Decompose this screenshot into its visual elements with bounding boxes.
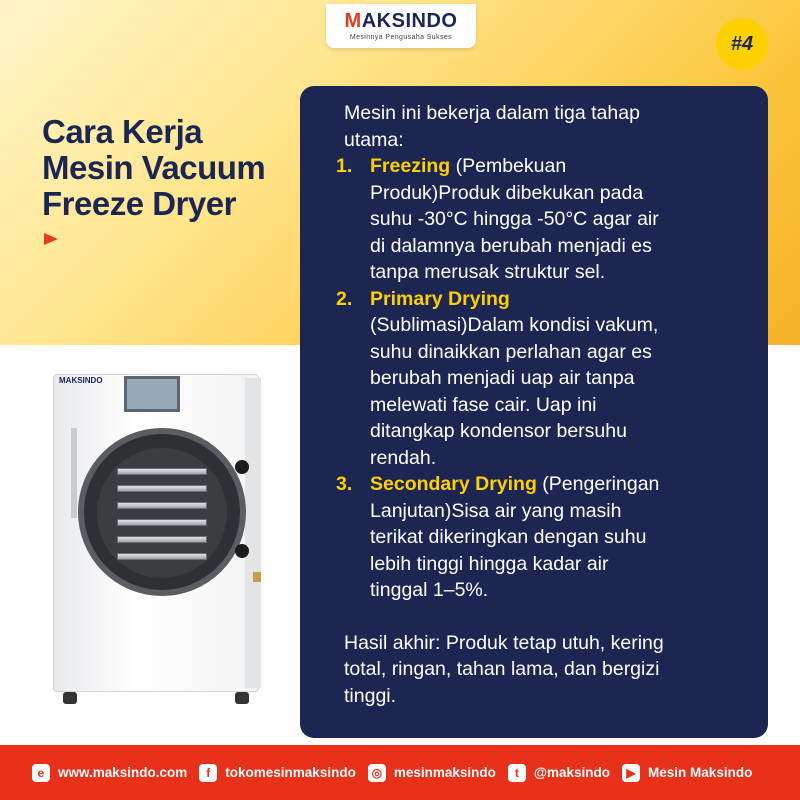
youtube-icon: ▶ — [622, 764, 640, 782]
step-heading-line — [370, 286, 750, 313]
maksindo-logo — [326, 4, 476, 48]
post-number-badge: #4 — [716, 18, 768, 70]
step-text-line: berubah menjadi uap air tanpa — [370, 367, 635, 389]
machine-tray — [117, 485, 207, 492]
footer-twitter-link[interactable] — [508, 764, 610, 782]
step-text-line: melewati fase cair. Uap ini — [370, 393, 597, 416]
machine-tray — [117, 502, 207, 509]
title-line: Mesin Vacuum — [42, 149, 266, 186]
machine-tray — [117, 553, 207, 560]
step-text-line: lebih tinggi hingga kadar air — [370, 552, 609, 575]
machine-tray — [117, 536, 207, 543]
title-line: Cara Kerja — [42, 113, 203, 150]
step-heading-rest: (Pengeringan — [536, 473, 660, 495]
step-number: 3. — [336, 473, 353, 495]
step-text-line: suhu dinaikkan perlahan agar es — [370, 340, 652, 363]
step-text-line: tinggal 1–5%. — [370, 579, 489, 601]
machine-control-screen — [124, 376, 180, 412]
step-text-line: di dalamnya berubah menjadi es — [370, 234, 652, 257]
intro-line: Mesin ini bekerja dalam tiga tahap — [344, 102, 640, 124]
step-highlight: Primary Drying — [370, 287, 510, 310]
footer-website-text: www.maksindo.com — [58, 765, 188, 780]
step-number: 2. — [336, 287, 353, 310]
footer-instagram-text: mesinmaksindo — [393, 765, 496, 780]
step-primary-drying — [336, 286, 750, 472]
step-text-line: suhu -30°C hingga -50°C agar air — [370, 208, 659, 230]
machine-door-hinge — [71, 428, 77, 518]
result-line: total, ringan, tahan lama, dan bergizi — [344, 658, 660, 680]
web-icon: e — [32, 764, 50, 782]
step-text-line: (Sublimasi)Dalam kondisi vakum, — [370, 314, 659, 336]
instagram-icon: ◎ — [368, 764, 386, 782]
step-secondary-drying — [336, 471, 750, 604]
footer-facebook-link[interactable] — [199, 764, 356, 782]
logo-wordmark: MAKSINDO — [344, 10, 458, 32]
play-arrow-icon — [44, 233, 58, 245]
machine-brand-label: MAKSINDO — [59, 376, 103, 385]
step-text-line: tanpa merusak struktur sel. — [370, 261, 606, 283]
step-text-line: rendah. — [370, 446, 437, 469]
title-line: Freeze Dryer — [42, 185, 236, 222]
footer-facebook-text: tokomesinmaksindo — [225, 765, 356, 780]
machine-tray — [117, 468, 207, 475]
result-line: tinggi. — [344, 684, 397, 707]
step-number: 1. — [336, 155, 353, 177]
paragraph-gap — [344, 604, 750, 630]
machine-tray — [117, 519, 207, 526]
step-text-line: terikat dikeringkan dengan suhu — [370, 526, 647, 548]
result-line: Hasil akhir: Produk tetap utuh, kering — [344, 631, 664, 654]
step-heading-line — [370, 153, 750, 180]
footer-instagram-link[interactable] — [368, 764, 496, 782]
step-text-line: ditangkap kondensor bersuhu — [370, 420, 627, 442]
step-heading-line — [370, 471, 750, 498]
page-title — [42, 114, 302, 222]
machine-side-panel — [245, 378, 261, 688]
machine-door-window — [97, 448, 227, 578]
step-heading-rest: (Pembekuan — [450, 155, 567, 177]
step-text-line: Lanjutan)Sisa air yang masih — [370, 499, 622, 522]
step-highlight: Secondary Drying — [370, 473, 537, 495]
facebook-icon: f — [199, 764, 217, 782]
step-freezing — [336, 153, 750, 286]
footer-youtube-link[interactable] — [622, 764, 752, 782]
twitter-icon: t — [508, 764, 526, 782]
footer-twitter-text: @maksindo — [533, 765, 611, 780]
footer-youtube-text: Mesin Maksindo — [648, 765, 753, 780]
footer-website-link[interactable] — [32, 764, 187, 782]
description-panel — [300, 86, 768, 738]
machine-door-knob — [235, 544, 249, 558]
step-text-line: Produk)Produk dibekukan pada — [370, 181, 644, 204]
machine-caster — [235, 692, 249, 704]
machine-valve — [253, 572, 261, 582]
social-footer — [0, 745, 800, 800]
freeze-dryer-machine-image — [45, 368, 280, 713]
machine-door-knob — [235, 460, 249, 474]
machine-caster — [63, 692, 77, 704]
logo-tagline: Mesinnya Pengusaha Sukses — [349, 34, 453, 41]
step-highlight: Freezing — [370, 155, 451, 177]
intro-line: utama: — [344, 128, 404, 151]
